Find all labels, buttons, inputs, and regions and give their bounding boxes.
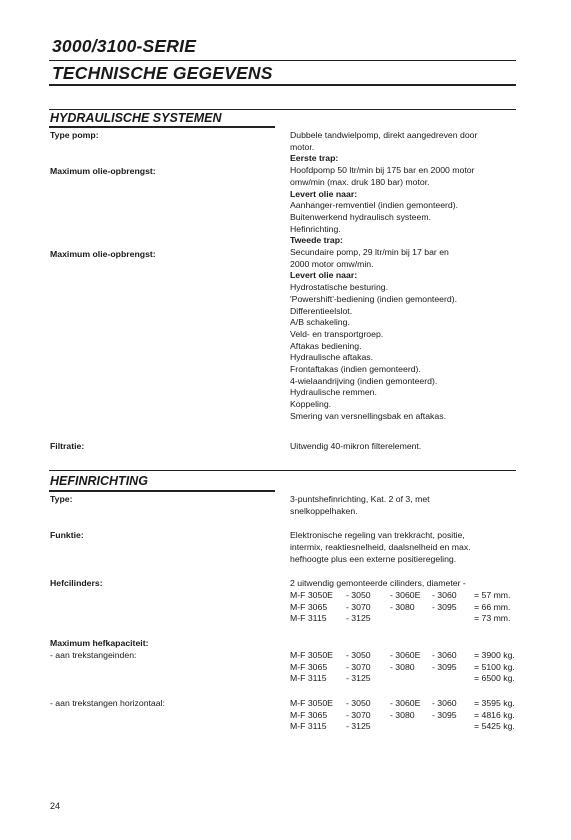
table-cell: - 3060 xyxy=(432,590,457,600)
table-cell: - 3060E xyxy=(390,650,421,660)
filtration-value: Uitwendig 40-mikron filterelement. xyxy=(290,441,422,451)
section-rule-lift xyxy=(49,470,516,471)
table-cell: = 3595 kg. xyxy=(474,698,515,708)
function-label: Funktie: xyxy=(50,530,84,540)
table-cell: M-F 3065 xyxy=(290,601,328,612)
type-value-line-1: 3-puntshefinrichting, Kat. 2 of 3, met xyxy=(290,494,430,504)
title-divider xyxy=(49,60,516,61)
section-underline-hydraulic xyxy=(49,126,275,128)
table-cell: - 3060E xyxy=(390,590,421,600)
hydraulic-detail-line: Dubbele tandwielpomp, direkt aangedreven door xyxy=(290,130,478,140)
table-cell: = 73 mm. xyxy=(474,613,511,623)
function-line-1: Elektronische regeling van trekkracht, positie, xyxy=(290,530,465,540)
table-cell: - 3095 xyxy=(432,601,457,612)
ends-label: - aan trekstangeinden: xyxy=(50,650,137,660)
hydraulic-detail-line: Buitenwerkend hydraulisch systeem. xyxy=(290,211,431,222)
hydraulic-details xyxy=(290,130,477,423)
table-cell: - 3095 xyxy=(432,661,457,672)
hydraulic-detail-line: Tweede trap: xyxy=(290,235,343,246)
section-title-lift: HEFINRICHTING xyxy=(50,474,148,488)
table-cell: M-F 3115 xyxy=(290,613,327,623)
hydraulic-detail-line: A/B schakeling. xyxy=(290,317,350,328)
document-title: 3000/3100-SERIE xyxy=(52,36,197,56)
table-cell: M-F 3050E xyxy=(290,698,333,708)
hydraulic-detail-line: Levert olie naar: xyxy=(290,270,358,281)
hydraulic-detail-line: 4-wielaandrijving (indien gemonteerd). xyxy=(290,375,438,386)
hydraulic-detail-line: Eerste trap: xyxy=(290,153,339,164)
table-cell: - 3125 xyxy=(346,721,371,731)
hydraulic-detail-line: Hydrostatische besturing. xyxy=(290,282,389,293)
table-cell: = 57 mm. xyxy=(474,590,511,600)
table-cell: M-F 3065 xyxy=(290,709,328,720)
hydraulic-detail-line: 'Powershift'-bediening (indien gemonteerd). xyxy=(290,293,458,304)
table-cell: - 3060 xyxy=(432,650,457,660)
table-cell: - 3125 xyxy=(346,673,371,683)
hydraulic-detail-line: Hydraulische aftakas. xyxy=(290,352,374,363)
section-rule-hydraulic xyxy=(49,109,516,110)
table-cell: - 3050 xyxy=(346,590,371,600)
table-cell: = 5425 kg. xyxy=(474,721,515,731)
hydraulic-detail-line: Koppeling. xyxy=(290,399,332,410)
cylinders-label: Hefcilinders: xyxy=(50,578,103,588)
table-cell: = 3900 kg. xyxy=(474,650,515,660)
table-cell: - 3050 xyxy=(346,698,371,708)
table-cell: - 3060E xyxy=(390,698,421,708)
type-label: Type: xyxy=(50,494,73,504)
table-cell: = 66 mm. xyxy=(474,601,511,612)
table-cell: - 3125 xyxy=(346,613,371,623)
table-cell: M-F 3115 xyxy=(290,673,327,683)
table-cell: - 3080 xyxy=(390,601,415,612)
table-cell: = 6500 kg. xyxy=(474,673,515,683)
table-cell: - 3070 xyxy=(346,601,371,612)
function-line-2: intermix, reaktiesnelheid, daalsnelheid en max. xyxy=(290,542,471,552)
table-cell: M-F 3050E xyxy=(290,650,333,660)
hydraulic-detail-line: motor. xyxy=(290,141,315,152)
hydraulic-detail-line: Smering van versnellingsbak en aftakas. xyxy=(290,410,446,421)
page-number: 24 xyxy=(50,801,61,811)
hydraulic-detail-line: Hefinrichting. xyxy=(290,223,341,234)
max-oil-label-primary: Maximum olie-opbrengst: xyxy=(50,166,156,176)
table-cell: = 4816 kg. xyxy=(474,709,515,720)
section-underline-lift xyxy=(49,490,275,492)
hydraulic-detail-line: Veld- en transportgroep. xyxy=(290,328,384,339)
filtration-label: Filtratie: xyxy=(50,441,85,451)
table-cell: - 3080 xyxy=(390,661,415,672)
hydraulic-detail-line: Frontaftakas (indien gemonteerd). xyxy=(290,364,421,375)
table-cell: M-F 3115 xyxy=(290,721,327,731)
hydraulic-detail-line: Hoofdpomp 50 ltr/min bij 175 bar en 2000 motor xyxy=(290,165,475,176)
hydraulic-detail-line: 2000 motor omw/min. xyxy=(290,258,374,269)
hydraulic-detail-line: Secundaire pomp, 29 ltr/min bij 17 bar en xyxy=(290,247,449,258)
hydraulic-detail-line: Aftakas bediening. xyxy=(290,340,362,351)
type-value-line-2: snelkoppelhaken. xyxy=(290,506,358,516)
section-title-hydraulic: HYDRAULISCHE SYSTEMEN xyxy=(50,111,222,125)
table-cell: - 3050 xyxy=(346,650,371,660)
table-cell: - 3070 xyxy=(346,661,371,672)
subtitle-divider xyxy=(49,84,516,86)
hydraulic-detail-line: omw/min (max. druk 180 bar) motor. xyxy=(290,176,430,187)
hydraulic-detail-line: Aanhanger-remventiel (indien gemonteerd). xyxy=(290,200,459,211)
table-cell: - 3080 xyxy=(390,709,415,720)
function-line-3: hefhoogte plus een externe positieregeling. xyxy=(290,554,457,564)
table-cell: - 3070 xyxy=(346,709,371,720)
horizontal-label: - aan trekstangen horizontaal: xyxy=(50,698,165,708)
document-subtitle: TECHNISCHE GEGEVENS xyxy=(52,63,273,83)
table-cell: - 3060 xyxy=(432,698,457,708)
hydraulic-detail-line: Differentieelslot. xyxy=(290,305,353,316)
hydraulic-detail-line: Levert olie naar: xyxy=(290,188,358,199)
table-cell: = 5100 kg. xyxy=(474,661,515,672)
hydraulic-detail-line: Hydraulische remmen. xyxy=(290,387,377,398)
table-cell: M-F 3050E xyxy=(290,590,333,600)
cylinders-intro: 2 uitwendig gemonteerde cilinders, diameter - xyxy=(290,578,466,588)
table-cell: M-F 3065 xyxy=(290,661,328,672)
type-pump-label: Type pomp: xyxy=(50,130,99,140)
max-capacity-label: Maximum hefkapaciteit: xyxy=(50,638,149,648)
table-cell: - 3095 xyxy=(432,709,457,720)
max-oil-label-secondary: Maximum olie-opbrengst: xyxy=(50,249,156,259)
